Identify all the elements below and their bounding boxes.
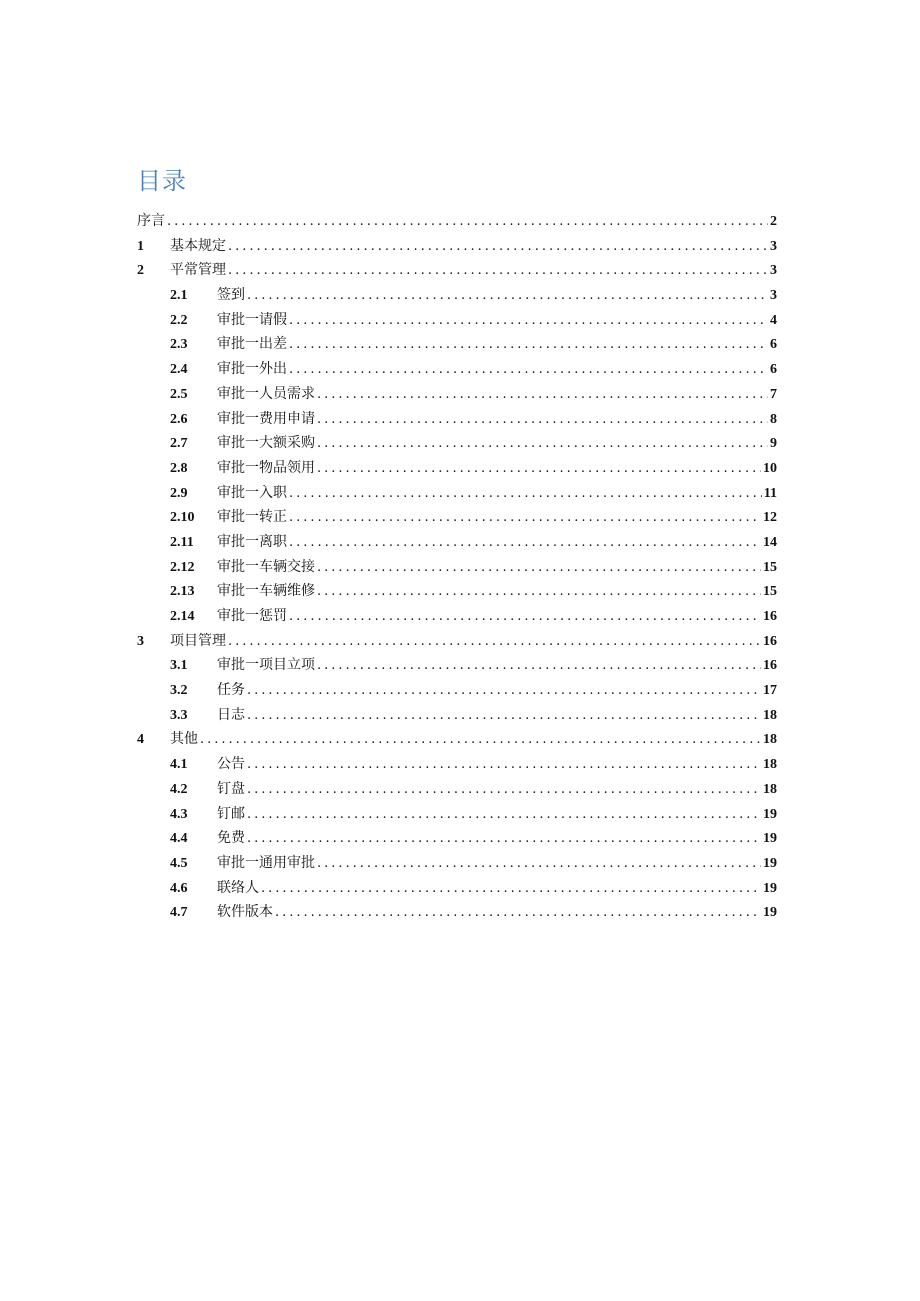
toc-entry-title: 审批一入职 [217,484,287,501]
toc-entry-title: 审批一项目立项 [217,657,315,674]
toc-entry-page: 12 [763,510,777,526]
toc-entry-number: 2.13 [170,584,195,600]
toc-entry[interactable] [137,332,777,357]
toc-entry-title: 序言 [137,213,165,229]
toc-entry-page: 18 [763,781,777,797]
toc-entry[interactable] [137,555,777,580]
toc-entry-number: 4 [137,732,144,748]
toc-entry-number: 2.4 [170,362,188,378]
toc-entry[interactable] [137,876,777,901]
toc-entry-page: 8 [770,411,777,427]
toc-entry-page: 9 [770,436,777,452]
toc-entry-page: 15 [763,559,777,575]
toc-entry-title: 任务 [217,682,245,699]
toc-entry[interactable] [137,407,777,432]
toc-entry-page: 2 [770,214,777,229]
toc-entry-number: 4.5 [170,855,188,871]
toc-entry[interactable] [137,678,777,703]
toc-entry-title: 软件版本 [217,904,273,921]
toc-entry[interactable] [137,382,777,407]
toc-entry-title: 审批一人员需求 [217,385,315,402]
toc-entry-page: 14 [763,534,777,550]
toc-entry[interactable] [137,900,777,925]
toc-entry-page: 19 [763,855,777,871]
toc-entry-number: 4.7 [170,905,188,921]
toc-entry[interactable] [137,653,777,678]
toc-entry-page: 16 [763,633,777,649]
toc-entry-number: 2.6 [170,411,188,427]
toc-entry-number: 4.6 [170,880,188,896]
toc-dot-leader [317,408,768,432]
toc-entry-title: 钉盘 [217,780,245,797]
toc-entry-title: 审批一通用审批 [217,854,315,871]
toc-entry-page: 16 [763,658,777,674]
toc-dot-leader [275,901,761,925]
toc-entry-number: 2.12 [170,559,195,575]
toc-entry-page: 16 [763,609,777,624]
toc-dot-leader [247,704,761,728]
toc-entry[interactable] [137,802,777,827]
toc-entry-page: 18 [763,732,777,748]
toc-dot-leader [200,728,761,752]
toc-entry-title: 审批一离职 [217,533,287,550]
toc-dot-leader [289,605,761,629]
toc-dot-leader [317,556,761,580]
toc-entry[interactable] [137,752,777,777]
toc-dot-leader [289,358,768,382]
toc-entry-title: 公告 [217,756,245,773]
toc-entry-number: 3.1 [170,658,188,674]
toc-entry[interactable] [137,505,777,530]
toc-entry-title: 钉邮 [217,805,245,822]
toc-entry[interactable] [137,826,777,851]
toc-entry-title: 基本规定 [170,237,226,254]
toc-entry-number: 2.8 [170,460,188,476]
toc-entry-number: 2.9 [170,485,188,501]
toc-entry[interactable] [137,727,777,752]
toc-entry[interactable] [137,604,777,629]
toc-entry-number: 2.11 [170,534,194,550]
toc-dot-leader [167,210,768,234]
toc-entry-title: 联络人 [217,879,259,896]
toc-entry[interactable] [137,530,777,555]
toc-entry-title: 审批一转正 [217,509,287,526]
toc-entry-title: 审批一请假 [217,311,287,328]
toc-entry[interactable] [137,308,777,333]
toc-dot-leader [247,803,761,827]
toc-entry-page: 18 [763,757,777,773]
toc-entry[interactable] [137,851,777,876]
toc-entry-page: 6 [770,337,777,353]
toc-entry-title: 审批一惩罚 [217,608,287,624]
toc-entry-number: 2.14 [170,609,195,624]
toc-entry-page: 11 [763,485,777,501]
toc-entry-title: 审批一物品领用 [217,459,315,476]
toc-dot-leader [247,827,761,851]
toc-entry-page: 7 [770,386,777,402]
toc-entry-title: 项目管理 [170,632,226,649]
toc-dot-leader [289,531,761,555]
toc-dot-leader [317,432,768,456]
toc-entry-title: 平常管理 [170,262,226,279]
toc-entry[interactable] [137,703,777,728]
toc-entry-title: 其他 [170,731,198,748]
toc-entry-title: 签到 [217,287,245,304]
toc-entry-title: 审批一费用申请 [217,410,315,427]
toc-dot-leader [247,284,768,308]
toc-entry-title: 审批一出差 [217,336,287,353]
toc-entry[interactable] [137,283,777,308]
toc-entry-number: 3.2 [170,683,188,699]
toc-dot-leader [317,654,761,678]
toc-dot-leader [261,877,761,901]
toc-entry-page: 19 [763,905,777,921]
toc-dot-leader [228,259,768,283]
toc-entry-number: 2.3 [170,337,188,353]
toc-entry-number: 3 [137,633,144,649]
toc-entry-number: 2 [137,263,144,279]
toc-entry[interactable] [137,579,777,604]
toc-entry-page: 19 [763,880,777,896]
toc-entry[interactable] [137,777,777,802]
toc-entry-number: 4.2 [170,781,188,797]
toc-dot-leader [317,580,761,604]
toc-entry-title: 日志 [217,706,245,723]
toc-dot-leader [247,753,761,777]
toc-entry-number: 3.3 [170,707,188,723]
toc-entry-number: 2.7 [170,436,188,452]
toc-entry-page: 3 [770,263,777,279]
toc-dot-leader [317,852,761,876]
toc-entry-title: 审批一车辆维修 [217,583,315,600]
toc-dot-leader [289,309,768,333]
toc-entry-number: 4.4 [170,831,188,847]
toc-entry-number: 1 [137,238,144,254]
toc-entry[interactable] [137,234,777,259]
toc-entry-page: 17 [763,683,777,699]
toc-title: 目录 [137,167,187,195]
toc-entry-page: 18 [763,707,777,723]
toc-dot-leader [247,778,761,802]
toc-entry-number: 2.1 [170,288,188,304]
toc-entry-title: 审批一车辆交接 [217,558,315,575]
toc-entry-title: 免费 [217,830,245,847]
toc-entry-page: 3 [770,238,777,254]
toc-entry-page: 19 [763,831,777,847]
toc-entry[interactable] [137,258,777,283]
toc-entry[interactable] [137,431,777,456]
toc-dot-leader [317,383,768,407]
toc-entry[interactable] [137,357,777,382]
toc-entry-page: 15 [763,584,777,600]
toc-entry-number: 2.2 [170,312,188,328]
toc-entry-page: 6 [770,362,777,378]
toc-dot-leader [289,482,762,506]
toc-entry-title: 审批一大额采购 [217,435,315,452]
toc-entry-number: 2.10 [170,510,195,526]
toc-dot-leader [317,457,761,481]
toc-entry-page: 10 [763,460,777,476]
toc-entry-number: 4.1 [170,757,188,773]
toc-entry[interactable] [137,629,777,654]
toc-entry-page: 4 [770,312,777,328]
toc-dot-leader [228,235,768,259]
toc-entry[interactable] [137,456,777,481]
toc-entry-number: 4.3 [170,806,188,822]
toc-entry-page: 3 [770,288,777,304]
toc-entry-title: 审批一外出 [217,361,287,378]
toc-dot-leader [247,679,761,703]
toc-entry-page: 19 [763,806,777,822]
toc-entry-number: 2.5 [170,386,188,402]
toc-dot-leader [289,333,768,357]
toc-entry[interactable] [137,209,777,234]
toc-dot-leader [289,506,761,530]
toc-entry[interactable] [137,481,777,506]
toc-list [137,209,777,925]
toc-dot-leader [228,630,761,654]
